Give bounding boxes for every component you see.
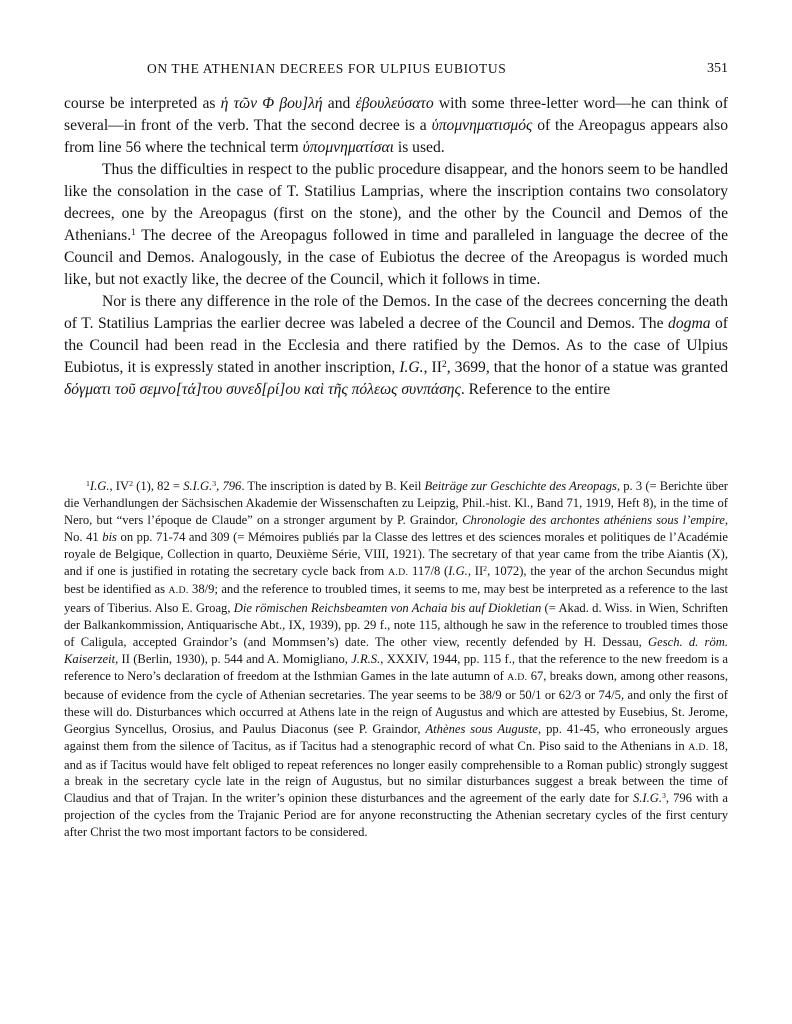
footnote-marker: 1 (131, 227, 136, 239)
running-head (64, 61, 728, 81)
greek-phrase: ὑπομνηματισμός (431, 117, 533, 134)
greek-phrase: δόγματι τοῦ σεμνο[τά]του συνεδ[ρί]ου καὶ τῆς πόλεως συνπάσης (64, 381, 461, 398)
footnote-1: $^1$I.G., $IV^2$ (1), 82 = S.I.G.$^3$, 796. The inscription is dated by B. Keil Beiträge zur Geschichte des Areopags, p. 3 (= Berichte über die Verhandlungen der Sächsischen Akademie der Wissenschaften zu Leipzig, Phil.-hist. Kl., Band 71, 1919, Heft 8), in the time of Nero, but “vers l’époque de Claude” on a stronger argument by P. Graindor, Chronologie des archontes athéniens sous l’empire, No. 41 bis on pp. 71-74 and 309 (= Mémoires publiés par la Classe des lettres et des sciences morales et politiques de l’Académie royale de Belgique, Collection in quarto, Deuxième Série, VIII, 1921). The secretary of that year came from the tribe Aiantis (X), and if one is justified in rotating the secretary cycle back from A.D. 117/8 (I.G., $II^2$, 1072), the year of the archon Secundus might best be identified as A.D. 38/9; and the reference to troubled times, it seems to me, may best be interpreted as a reference to the last years of Tiberius. Also E. Groag, Die römischen Reichsbeamten von Achaia bis auf Diokletian (= Akad. d. Wiss. in Wien, Schriften der Balkankommission, Antiquarische Abt., IX, 1939), pp. 29 f., note 115, although he saw in the reference to troubled times those of Caligula, accepted Graindor’s (and Mommsen’s) date. The other view, recently defended by H. Dessau, Gesch. d. röm. Kaiserzeit, II (Berlin, 1930), p. 544 and A. Momigliano, J.R.S., XXXIV, 1944, pp. 115 f., that the reference to the new freedom is a reference to Nero’s declaration of freedom at the Isthmian Games in the late autumn of A.D. 67, breaks down, among other reasons, because of evidence from the cycle of Athenian secretaries. The year seems to be 38/9 or 50/1 or 62/3 or 74/5, and only the first of these will do. Disturbances which occurred at Athens late in the reign of Augustus and which are attested by Eusebius, St. Jerome, Georgius Syncellus, Orosius, and Paulus Diaconus (see P. Graindor, Athènes sous Auguste, pp. 41-45, who erroneously argues against them from the silence of Tacitus, as if Tacitus had a stenographic record of what Cn. Piso said to the Athenians in A.D. 18, and as if Tacitus would have felt obliged to repeat references no longer easily comprehensible to a Roman public) strongly suggest a break in the secretary cycle late in the reign of Augustus, but no similar disturbances suggest a break between the time of Claudius and that of Trajan. In the writer’s opinion these disturbances and the agreement of the early date for S.I.G.$^3$, 796 with a projection of the cycles from the Trajanic Period are for anyone reconstructing the Athenian secretary cycles of the first century after Christ the two most important factors to be considered. (64, 479, 729, 840)
page-number: 351 (707, 61, 728, 76)
greek-phrase: ἐβουλεύσατο (355, 95, 434, 112)
main-text (64, 93, 728, 401)
paragraph-3: Nor is there any difference in the role of the Demos. In the case of the decrees concerning the death of T. Statilius Lamprias the earlier decree was labeled a decree of the Council and Demos. The dogma of the Council had been read in the Ecclesia and there ratified by the Demos. As to the case of Ulpius Eubiotus, it is expressly stated in another inscription, I.G., $II^2$, 3699, that the honor of a statue was granted δόγματι τοῦ σεμνο[τά]του συνεδ[ρί]ου καὶ τῆς πόλεως συνπάσης. Reference to the entire (64, 293, 729, 398)
paragraph-2: Thus the difficulties in respect to the public procedure disappear, and the honors seem to be handled like the consolation in the case of T. Statilius Lamprias, where the inscription contains two consolatory decrees, one by the Areopagus (first on the stone), and the other by the Council and Demos of the Athenians.$^1$ The decree of the Areopagus followed in time and paralleled in language the decree of the Council and Demos. Analogously, in the case of Eubiotus the decree of the Areopagus is worded much like, but not exactly like, the decree of the Council, which it follows in time. (64, 161, 728, 288)
running-title: ON THE ATHENIAN DECREES FOR ULPIUS EUBIOTUS (147, 61, 507, 76)
paragraph-1: course be interpreted as ἡ τῶν Φ βου]λή and ἐβουλεύσατο with some three-letter word—he can think of several—in front of the verb. That the second decree is a ὑπομνηματισμός of the Areopagus appears also from line 56 where the technical term ὑπομνηματίσαι is used. (64, 95, 728, 156)
footnote-number: 1 (86, 479, 90, 489)
greek-phrase: ἡ τῶν Φ βου]λή (220, 95, 323, 112)
greek-phrase: ὑπομνηματίσαι (302, 139, 394, 156)
footnotes (64, 478, 728, 841)
